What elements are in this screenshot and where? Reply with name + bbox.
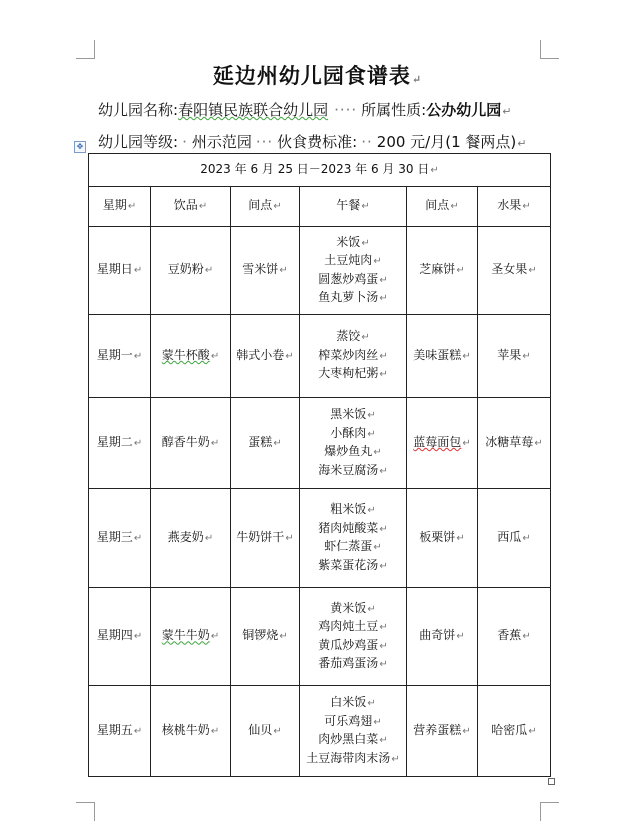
lunch-item: 米饭↵	[336, 234, 370, 249]
fruit-cell-text: 圣女果	[491, 262, 528, 277]
nature-value: 公办幼儿园	[426, 101, 502, 119]
fruit-cell[interactable]: 西瓜↵	[478, 489, 551, 588]
lunch-item: 土豆海带肉末汤↵	[306, 750, 400, 765]
snack2-cell-text: 美味蛋糕	[413, 347, 462, 362]
drink-cell-text: 燕麦奶	[167, 529, 204, 544]
lunch-cell[interactable]	[300, 398, 407, 489]
header-label: 午餐	[336, 198, 361, 213]
lunch-item: 土豆炖肉↵	[324, 253, 382, 267]
snack1-cell-text: 牛奶饼干	[236, 529, 285, 544]
lunch-item-text: 番茄鸡蛋汤	[318, 656, 379, 670]
snack2-cell-text: 板栗饼	[419, 529, 456, 544]
lunch-item: 鱼丸萝卜汤↵	[318, 290, 388, 304]
fruit-cell[interactable]: 苹果↵	[478, 315, 551, 398]
lunch-item: 鸡肉炖土豆↵	[318, 619, 388, 633]
drink-cell-text: 核桃牛奶	[161, 722, 210, 737]
snack2-cell-text: 曲奇饼	[419, 628, 456, 643]
day-cell-text: 星期二	[96, 434, 133, 449]
lunch-item-text: 大枣枸杞粥	[318, 366, 379, 381]
lunch-item-text: 猪肉炖酸菜	[318, 520, 379, 535]
snack1-cell[interactable]: 蛋糕↵	[231, 398, 300, 489]
snack1-cell[interactable]: 铜锣烧↵	[231, 588, 300, 686]
lunch-item-text: 紫菜蛋花汤	[318, 557, 379, 572]
lunch-item-text: 鱼丸萝卜汤	[318, 290, 379, 304]
menu-table	[88, 153, 551, 777]
header-cell-day[interactable]: 星期↵	[89, 187, 151, 227]
name-value: 春阳镇民族联合幼儿园	[178, 101, 329, 119]
lunch-item-text: 虾仁蒸蛋	[324, 539, 373, 553]
snack2-cell-text: 芝麻饼	[419, 262, 456, 277]
snack1-cell-text: 铜锣烧	[242, 628, 279, 643]
space-marks: ·	[182, 133, 188, 151]
paragraph-mark: ↵	[502, 105, 512, 118]
day-cell-text: 星期四	[96, 628, 133, 643]
table-row	[89, 398, 551, 489]
fruit-cell-text: 苹果	[497, 347, 522, 362]
table-row	[89, 315, 551, 398]
lunch-item: 蒸饺↵	[336, 329, 370, 344]
snack1-cell[interactable]: 仙贝↵	[231, 686, 300, 777]
lunch-item-text: 白米饭	[330, 695, 367, 709]
lunch-item: 肉炒黑白菜↵	[318, 732, 388, 746]
name-label: 幼儿园名称:	[98, 101, 179, 119]
day-cell-text: 星期三	[96, 529, 133, 544]
drink-cell-text: 蒙牛杯酸	[161, 347, 210, 362]
header-row	[89, 187, 551, 227]
paragraph-mark: ↵	[517, 137, 527, 150]
day-cell[interactable]: 星期四↵	[89, 588, 151, 686]
header-cell-snack1[interactable]: 间点↵	[231, 187, 300, 227]
space-marks: ··	[361, 133, 373, 151]
lunch-item-text: 蒸饺	[336, 329, 361, 344]
crop-mark-bottom-left	[76, 802, 95, 821]
fruit-cell-text: 香蕉	[497, 628, 522, 643]
lunch-item: 粗米饭↵	[330, 502, 376, 516]
lunch-item-text: 爆炒鱼丸	[324, 444, 373, 458]
day-cell[interactable]: 星期五↵	[89, 686, 151, 777]
header-cell-snack2[interactable]: 间点↵	[407, 187, 478, 227]
lunch-item: 大枣枸杞粥↵	[318, 366, 388, 381]
table-row	[89, 227, 551, 315]
lunch-item: 猪肉炖酸菜↵	[318, 520, 388, 535]
snack2-cell-text: 蓝莓面包	[413, 434, 462, 449]
drink-cell-text: 豆奶粉	[167, 262, 204, 277]
nature-label: 所属性质:	[361, 101, 427, 119]
lunch-item: 黄瓜炒鸡蛋↵	[318, 637, 388, 652]
drink-cell[interactable]: 醇香牛奶↵	[151, 398, 231, 489]
lunch-item-text: 鸡肉炖土豆	[318, 619, 379, 633]
crop-mark-top-left	[76, 40, 95, 59]
snack2-cell[interactable]: 营养蛋糕↵	[407, 686, 478, 777]
day-cell[interactable]: 星期一↵	[89, 315, 151, 398]
paragraph-mark: ↵	[411, 73, 423, 86]
snack2-cell[interactable]: 板栗饼↵	[407, 489, 478, 588]
header-label: 水果	[497, 198, 522, 213]
drink-cell-text: 蒙牛牛奶	[161, 628, 210, 643]
day-cell-text: 星期日	[96, 262, 133, 277]
drink-cell[interactable]: 蒙牛杯酸↵	[151, 315, 231, 398]
table-resize-handle[interactable]	[548, 778, 555, 785]
day-cell[interactable]: 星期二↵	[89, 398, 151, 489]
lunch-item: 爆炒鱼丸↵	[324, 444, 382, 458]
fruit-cell[interactable]: 哈密瓜↵	[478, 686, 551, 777]
table-row	[89, 686, 551, 777]
lunch-item-text: 黄瓜炒鸡蛋	[318, 637, 379, 652]
space-marks: ····	[334, 101, 358, 119]
fruit-cell[interactable]: 香蕉↵	[478, 588, 551, 686]
fruit-cell-text: 哈密瓜	[491, 722, 528, 737]
snack1-cell-text: 仙贝	[248, 722, 273, 737]
crop-mark-bottom-right	[540, 802, 559, 821]
fruit-cell-text: 西瓜	[497, 529, 522, 544]
drink-cell[interactable]: 燕麦奶↵	[151, 489, 231, 588]
lunch-item: 紫菜蛋花汤↵	[318, 557, 388, 572]
document-title	[0, 60, 635, 90]
snack1-cell[interactable]: 韩式小卷↵	[231, 315, 300, 398]
lunch-item: 圆葱炒鸡蛋↵	[318, 271, 388, 286]
day-cell[interactable]: 星期三↵	[89, 489, 151, 588]
lunch-item-text: 小酥肉	[330, 425, 367, 440]
header-label: 饮品	[173, 198, 198, 213]
header-label: 星期	[102, 198, 127, 213]
lunch-item-text: 米饭	[336, 234, 361, 249]
header-label: 间点	[248, 198, 273, 213]
info-line-level	[98, 131, 526, 152]
fee-value: 200 元/月(1 餐两点)	[376, 133, 517, 151]
level-value: 州示范园	[191, 133, 252, 151]
date-row	[89, 154, 551, 187]
lunch-item-text: 海米豆腐汤	[318, 462, 379, 477]
snack1-cell-text: 韩式小卷	[236, 347, 285, 362]
lunch-item-text: 土豆炖肉	[324, 253, 373, 267]
lunch-cell[interactable]	[300, 686, 407, 777]
fruit-cell[interactable]: 冰糖草莓↵	[478, 398, 551, 489]
table-move-handle-icon[interactable]: ✥	[74, 141, 86, 153]
lunch-item: 黑米饭↵	[330, 407, 376, 421]
lunch-item-text: 土豆海带肉末汤	[306, 750, 391, 765]
date-range-cell[interactable]: 2023 年 6 月 25 日－2023 年 6 月 30 日↵	[89, 154, 551, 187]
lunch-cell[interactable]	[300, 588, 407, 686]
day-cell[interactable]: 星期日↵	[89, 227, 151, 315]
lunch-cell[interactable]	[300, 489, 407, 588]
snack2-cell[interactable]: 曲奇饼↵	[407, 588, 478, 686]
day-cell-text: 星期五	[96, 722, 133, 737]
level-label: 幼儿园等级:	[98, 133, 179, 151]
lunch-item: 番茄鸡蛋汤↵	[318, 656, 388, 670]
drink-cell[interactable]: 核桃牛奶↵	[151, 686, 231, 777]
info-line-name	[98, 99, 511, 120]
lunch-item-text: 黑米饭	[330, 407, 367, 421]
fruit-cell-text: 冰糖草莓	[485, 434, 534, 449]
lunch-item: 榨菜炒肉丝↵	[318, 347, 388, 362]
lunch-item: 海米豆腐汤↵	[318, 462, 388, 477]
title-text: 延边州幼儿园食谱表	[212, 63, 411, 88]
lunch-cell[interactable]	[300, 227, 407, 315]
snack1-cell[interactable]: 牛奶饼干↵	[231, 489, 300, 588]
lunch-item-text: 榨菜炒肉丝	[318, 347, 379, 362]
lunch-item-text: 黄米饭	[330, 600, 367, 615]
crop-mark-top-right	[540, 40, 559, 59]
fruit-cell[interactable]: 圣女果↵	[478, 227, 551, 315]
snack1-cell-text: 蛋糕	[248, 434, 273, 449]
snack2-cell[interactable]: 美味蛋糕↵	[407, 315, 478, 398]
day-cell-text: 星期一	[96, 347, 133, 362]
snack2-cell[interactable]: 芝麻饼↵	[407, 227, 478, 315]
drink-cell[interactable]: 蒙牛牛奶↵	[151, 588, 231, 686]
table-row	[89, 588, 551, 686]
drink-cell-text: 醇香牛奶	[161, 434, 210, 449]
header-cell-drink[interactable]: 饮品↵	[151, 187, 231, 227]
lunch-item-text: 粗米饭	[330, 502, 367, 516]
lunch-cell[interactable]	[300, 315, 407, 398]
table-row	[89, 489, 551, 588]
snack1-cell[interactable]: 雪米饼↵	[231, 227, 300, 315]
drink-cell[interactable]: 豆奶粉↵	[151, 227, 231, 315]
header-cell-lunch[interactable]: 午餐↵	[300, 187, 407, 227]
lunch-item-text: 可乐鸡翅	[324, 713, 373, 728]
lunch-item: 可乐鸡翅↵	[324, 713, 382, 728]
header-label: 间点	[425, 198, 450, 213]
snack1-cell-text: 雪米饼	[242, 262, 279, 277]
fee-label: 伙食费标准:	[277, 133, 358, 151]
space-marks: ···	[255, 133, 274, 151]
lunch-item: 黄米饭↵	[330, 600, 376, 615]
lunch-item: 白米饭↵	[330, 695, 376, 709]
lunch-item-text: 肉炒黑白菜	[318, 732, 379, 746]
snack2-cell-text: 营养蛋糕	[413, 722, 462, 737]
header-cell-fruit[interactable]: 水果↵	[478, 187, 551, 227]
date-range: 2023 年 6 月 25 日－2023 年 6 月 30 日	[200, 161, 430, 176]
lunch-item: 小酥肉↵	[330, 425, 376, 440]
lunch-item-text: 圆葱炒鸡蛋	[318, 271, 379, 286]
snack2-cell[interactable]: 蓝莓面包↵	[407, 398, 478, 489]
lunch-item: 虾仁蒸蛋↵	[324, 539, 382, 553]
